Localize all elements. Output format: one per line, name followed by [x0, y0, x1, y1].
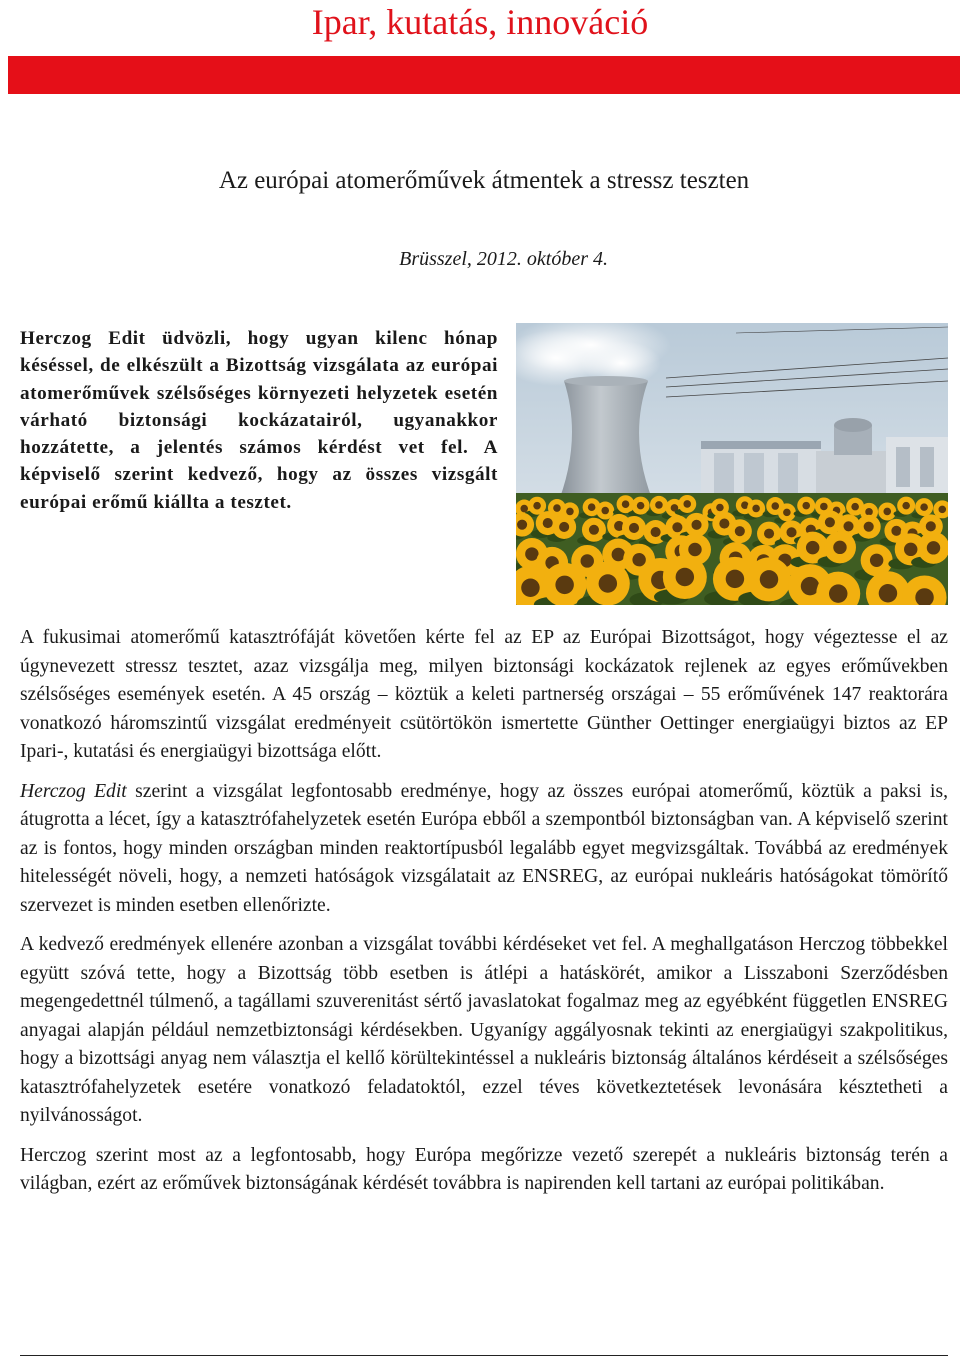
sunflower-center	[688, 543, 701, 556]
sunflower-center	[920, 503, 928, 511]
sunflower-center	[555, 576, 573, 594]
sunflower-center	[683, 500, 691, 508]
sunflower-center	[726, 570, 744, 588]
sunflower-center	[612, 548, 625, 561]
cooling-tower-sunflowers-photo	[516, 323, 948, 605]
sunflower-center	[843, 521, 853, 531]
sunflower-center	[533, 502, 541, 510]
footer-rule	[20, 1355, 948, 1356]
sunflower-center	[806, 541, 819, 554]
paragraph-2-text: szerint a vizsgálat legfontosabb eredménye, hogy az összes európai atomerőmű, köztük a paksi is, átugrotta a lécet, így a katasztrófahelyzetek esetén Európa ebből a szempontból biztonságban van. A képviselő szerint az is fontos, hogy minden országban minden reaktortípusból legalább egyet megvizsgáltak. Továbbá az eredmények hitelességét növeli, hogy, a nemzeti hatóságok vizsgálatait az ENSREG, az európai nukleáris hatóságokat tömörítő szervezet is minden esetben ellenőrizte.	[20, 780, 949, 916]
sunflower-center	[676, 568, 694, 586]
sunflower-center	[938, 506, 946, 514]
sunflower-center	[864, 522, 874, 532]
sunflower-center	[719, 519, 729, 529]
sunflower-center	[632, 553, 645, 566]
sunflower-center	[566, 508, 574, 516]
sunflower-center	[865, 508, 873, 516]
article-body	[20, 624, 948, 1210]
sunflower-center	[637, 502, 645, 510]
sunflower-center	[851, 503, 859, 511]
sunflower-center	[622, 500, 630, 508]
sunflower-center	[825, 517, 835, 527]
sunflower-center	[672, 522, 682, 532]
sunflower-center	[655, 501, 663, 509]
section-title: Ipar, kutatás, innováció	[311, 2, 649, 42]
sunflower-center	[559, 522, 569, 532]
sunflower-center	[651, 527, 661, 537]
sunflower-center	[870, 554, 883, 567]
sunflower-center	[581, 554, 594, 567]
sunflower-center	[735, 526, 745, 536]
sunflower-center	[904, 543, 917, 556]
article-dateline: Brüsszel, 2012. október 4.	[399, 248, 608, 270]
sunflower-center	[927, 541, 940, 554]
sunflower-center	[820, 503, 828, 511]
sunflower-center	[752, 505, 760, 513]
article-paragraph-3: A kedvező eredmények ellenére azonban a vizsgálat további kérdéseket vet fel. A meghallgatáson Herczog többekkel együtt szóvá tette, hogy a Bizottság több esetben is átlépi a hatáskörét, amikor a Lisszaboni Szerződésben megengedettnél túlmenő, a tagállami szuverenitást sértő javaslatokat fogalmaz meg az egyébként független ENSREG anyagai alapján például nemzetbiztonsági kérdésekben. Ugyanígy aggályosnak tekinti az energiaügyi szakpolitikus, hogy a bizottsági anyag nem választja el kellő körültekintéssel a nukleáris biztonság általános kérdéseit a szélsőséges katasztrófahelyzetek esetére vonatkozó feladatoktól, ezzel téves következtetések levonására késztetheti a nyilvánosságot.	[20, 934, 948, 1126]
sunflower-center	[521, 579, 539, 597]
sunflower-center	[692, 520, 702, 530]
article-lead: Herczog Edit üdvözli, hogy ugyan kilenc hónap késéssel, de elkészült a Bizottság vizsgálata az európai atomerőművek szélsőséges környezeti helyzetek esetén várható biztonsági kockázatairól, ugyanakkor hozzátette, a jelentés számos kérdést vet fel. A képviselő szerint kedvező, hogy az összes vizsgált európai erőmű kiállta a tesztet.	[20, 328, 498, 513]
sunflower-center	[553, 504, 561, 512]
sunflower-center	[760, 570, 778, 588]
red-title-band	[8, 56, 960, 94]
sunflower-center	[786, 527, 796, 537]
sunflower-center	[833, 541, 846, 554]
article-paragraph-1: A fukusimai atomerőmű katasztrófáját követően kérte fel az EP az Európai Bizottságot, hogy végeztesse el az úgynevezett stressz tesztet, azaz vizsgálja meg, milyen biztonsági kockázatok rejlenek az egyes erőművekben szélsőséges események esetén. A 45 ország – köztük a keleti partnerség országai – 55 erőművének 147 reaktorára vonatkozó háromszintű vizsgálat eredményeit csütörtökön ismertette Günther Oettinger energiaügyi biztos az EP Ipari-, kutatási és energiaügyi bizottsága előtt.	[20, 627, 948, 762]
sunflower-center	[771, 502, 779, 510]
sunflower-center	[543, 518, 553, 528]
article-paragraph-4: Herczog szerint most az a legfontosabb, hogy Európa megőrizze vezető szerepét a nukleáris biztonság terén a világban, ezért az erőművek biztonságának kérdését továbbra is napirenden kell tartani az európai politikában.	[20, 1144, 948, 1194]
sunflower-center	[525, 547, 538, 560]
sunflower-center	[629, 523, 639, 533]
article-paragraph-2	[20, 778, 948, 921]
sunflower-center	[716, 504, 724, 512]
sunflower-center	[802, 502, 810, 510]
sunflower-center	[926, 521, 936, 531]
sunflower-center	[520, 505, 528, 513]
sunflower-center	[517, 520, 527, 530]
sunflower-center	[783, 509, 791, 517]
sunflower-center	[764, 529, 774, 539]
sunflower-center	[879, 584, 897, 602]
sunflower-center	[891, 526, 901, 536]
sunflower-center	[601, 507, 609, 515]
sunflower-center	[902, 502, 910, 510]
article-headline: Az európai atomerőművek átmentek a stressz teszten	[218, 167, 750, 194]
sunflower-center	[599, 574, 617, 592]
sunflower-center	[829, 584, 847, 602]
person-name-emphasis: Herczog Edit	[20, 780, 127, 802]
sunflower-center	[589, 525, 599, 535]
sunflower-center	[588, 503, 596, 511]
sunflower-center	[883, 508, 891, 516]
